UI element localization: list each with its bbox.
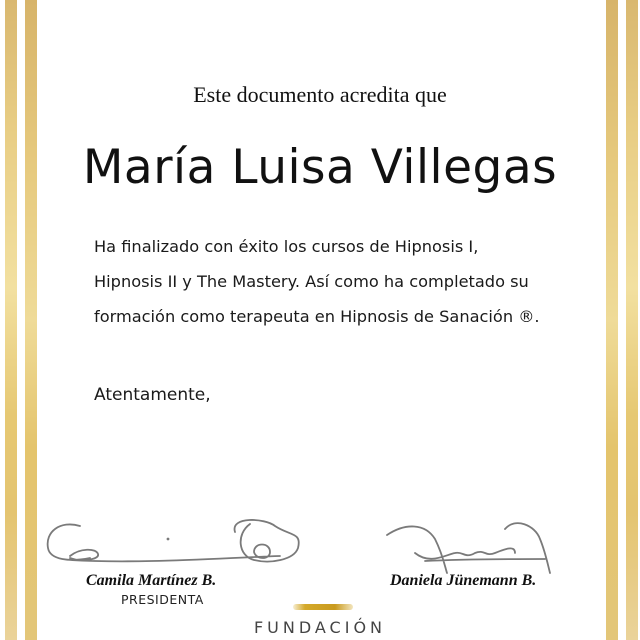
closing-text: Atentamente, — [94, 385, 211, 405]
body-line: formación como terapeuta en Hipnosis de Sanación ®. — [94, 307, 540, 326]
foundation-logo-text: FUNDACIÓN — [253, 618, 387, 637]
signature-name-1: Camila Martínez B. — [86, 572, 217, 589]
gold-brush-stroke — [293, 604, 353, 610]
certificate-body — [94, 229, 594, 334]
signature-name-2: Daniela Jünemann B. — [390, 572, 537, 589]
signature-role-1: PRESIDENTA — [121, 592, 204, 607]
body-line: Hipnosis II y The Mastery. Así como ha completado su — [94, 272, 529, 291]
signature-scribble-1 — [40, 512, 310, 572]
body-line: Ha finalizado con éxito los cursos de Hipnosis I, — [94, 237, 479, 256]
recipient-name: María Luisa Villegas — [82, 140, 558, 195]
signature-scribble-2 — [385, 515, 555, 575]
intro-text: Este documento acredita que — [193, 82, 447, 107]
